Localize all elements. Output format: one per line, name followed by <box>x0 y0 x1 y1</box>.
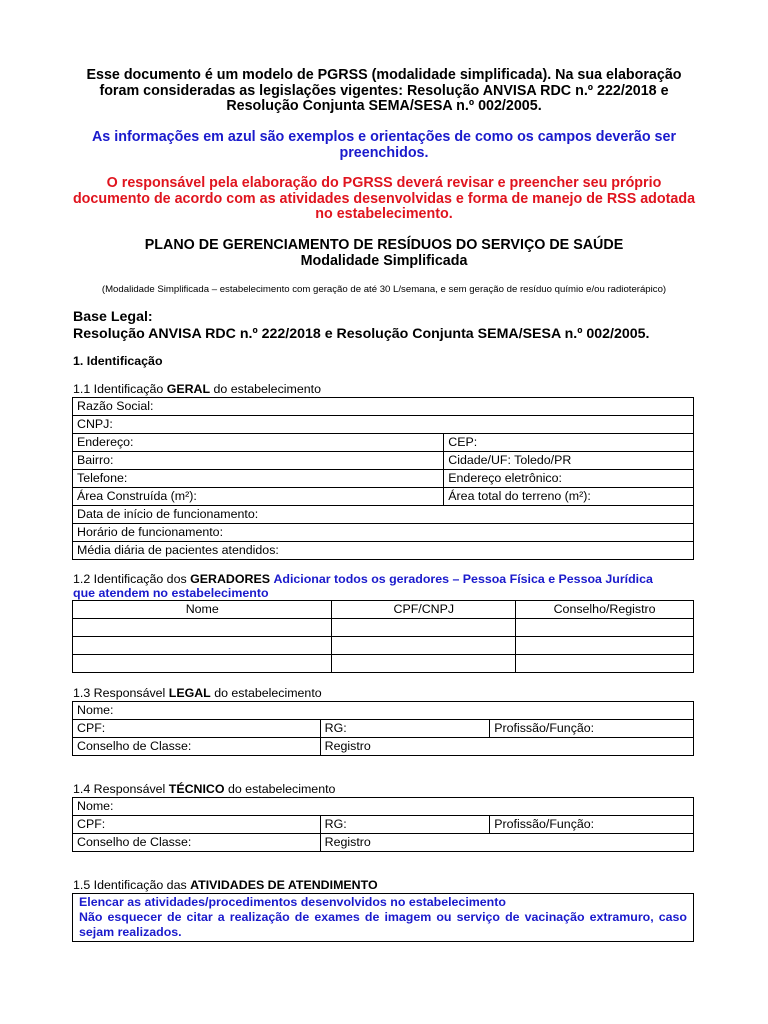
table-row <box>73 542 694 560</box>
generators-table <box>72 600 694 673</box>
table-cell[interactable] <box>73 619 332 637</box>
page-title-line-2: Modalidade Simplificada <box>300 252 468 269</box>
table-header-row <box>73 601 694 619</box>
intro-red-line-3: no estabelecimento. <box>315 206 453 223</box>
table-cell[interactable] <box>332 655 516 673</box>
section-1-2-blue-1: Adicionar todos os geradores – Pessoa Física e Pessoa Jurídica <box>273 572 653 586</box>
table-row <box>73 894 694 942</box>
table-row <box>73 452 694 470</box>
table-row <box>73 524 694 542</box>
legal-responsible-table <box>72 701 694 756</box>
legal-registro-field[interactable]: Registro <box>320 738 693 756</box>
page-title-line-1: PLANO DE GERENCIAMENTO DE RESÍDUOS DO SERVIÇO DE SAÚDE <box>144 237 624 253</box>
legal-cpf-field[interactable]: CPF: <box>73 720 321 738</box>
table-row <box>73 738 694 756</box>
base-legal <box>73 309 649 342</box>
table-row <box>73 798 694 816</box>
section-1-2-blue-2: que atendem no estabelecimento <box>73 586 269 600</box>
section-1-2-bold: GERADORES <box>190 572 270 586</box>
page-title <box>60 238 708 269</box>
intro-paragraph <box>60 68 708 115</box>
cidade-field[interactable]: Cidade/UF: Toledo/PR <box>444 452 694 470</box>
section-1-4-bold: TÉCNICO <box>168 782 225 796</box>
tech-conselho-field[interactable]: Conselho de Classe: <box>73 834 321 852</box>
activities-field[interactable] <box>73 894 694 942</box>
base-legal-label: Base Legal: <box>73 309 153 325</box>
activities-hint-1: Elencar as atividades/procedimentos desenvolvidos no estabelecimento <box>79 895 506 909</box>
section-1-5-bold: ATIVIDADES DE ATENDIMENTO <box>190 878 378 892</box>
tech-registro-field[interactable]: Registro <box>320 834 693 852</box>
data-inicio-field[interactable]: Data de início de funcionamento: <box>73 506 694 524</box>
table-row <box>73 655 694 673</box>
column-header-cpf-cnpj: CPF/CNPJ <box>332 601 516 619</box>
table-cell[interactable] <box>516 637 694 655</box>
intro-line-1: Esse documento é um modelo de PGRSS (modalidade simplificada). Na sua elaboração <box>86 67 682 83</box>
endereco-field[interactable]: Endereço: <box>73 434 444 452</box>
tech-profissao-field[interactable]: Profissão/Função: <box>490 816 694 834</box>
table-row <box>73 470 694 488</box>
table-row <box>73 834 694 852</box>
table-row <box>73 488 694 506</box>
section-1-1-bold: GERAL <box>166 382 211 396</box>
column-header-nome: Nome <box>73 601 332 619</box>
section-1-3-pre: 1.3 Responsável <box>73 686 169 700</box>
intro-red-paragraph <box>60 176 708 223</box>
intro-blue-line-1: As informações em azul são exemplos e orientações de como os campos deverão ser <box>91 129 677 145</box>
section-1-4-heading <box>73 782 335 796</box>
table-row <box>73 816 694 834</box>
section-1-4-post: do estabelecimento <box>224 782 336 796</box>
table-row <box>73 506 694 524</box>
tech-rg-field[interactable]: RG: <box>320 816 490 834</box>
intro-blue-line-2: preenchidos. <box>339 144 429 161</box>
table-cell[interactable] <box>516 619 694 637</box>
section-1-2-pre: 1.2 Identificação dos <box>73 572 191 586</box>
bairro-field[interactable]: Bairro: <box>73 452 444 470</box>
table-cell[interactable] <box>332 637 516 655</box>
table-row <box>73 398 694 416</box>
table-row <box>73 434 694 452</box>
section-1-3-heading <box>73 686 322 700</box>
media-pacientes-field[interactable]: Média diária de pacientes atendidos: <box>73 542 694 560</box>
intro-line-2: foram consideradas as legislações vigentes: Resolução ANVISA RDC n.º 222/2018 e <box>99 82 669 99</box>
section-1-1-heading <box>73 382 321 396</box>
tech-nome-field[interactable]: Nome: <box>73 798 694 816</box>
base-legal-text: Resolução ANVISA RDC n.º 222/2018 e Resolução Conjunta SEMA/SESA n.º 002/2005. <box>73 325 650 342</box>
table-cell[interactable] <box>73 637 332 655</box>
table-row <box>73 702 694 720</box>
intro-blue-paragraph <box>60 130 708 161</box>
legal-profissao-field[interactable]: Profissão/Função: <box>490 720 694 738</box>
activities-hint-2: Não esquecer de citar a realização de exames de imagem ou serviço de vacinação extramuro, caso sejam realizados. <box>79 910 687 939</box>
section-1-5-pre: 1.5 Identificação das <box>73 878 191 892</box>
general-identification-table <box>72 397 694 560</box>
intro-red-line-1: O responsável pela elaboração do PGRSS deverá revisar e preencher seu próprio <box>106 175 662 191</box>
section-1-1-pre: 1.1 Identificação <box>73 382 167 396</box>
tech-cpf-field[interactable]: CPF: <box>73 816 321 834</box>
section-1-1-post: do estabelecimento <box>210 382 321 396</box>
razao-social-field[interactable]: Razão Social: <box>73 398 694 416</box>
area-construida-field[interactable]: Área Construída (m²): <box>73 488 444 506</box>
intro-line-3: Resolução Conjunta SEMA/SESA n.º 002/2005. <box>226 98 542 115</box>
column-header-conselho-registro: Conselho/Registro <box>516 601 694 619</box>
telefone-field[interactable]: Telefone: <box>73 470 444 488</box>
cep-field[interactable]: CEP: <box>444 434 694 452</box>
cnpj-field[interactable]: CNPJ: <box>73 416 694 434</box>
activities-box <box>72 893 694 942</box>
modality-note: (Modalidade Simplificada – estabelecimento com geração de até 30 L/semana, e sem geração de resíduo químio e/ou radioterápico) <box>101 284 667 295</box>
technical-responsible-table <box>72 797 694 852</box>
section-1-3-bold: LEGAL <box>168 686 211 700</box>
section-1-2-heading <box>73 572 695 586</box>
section-1-3-post: do estabelecimento <box>210 686 322 700</box>
section-1-heading: 1. Identificação <box>73 354 163 368</box>
legal-conselho-field[interactable]: Conselho de Classe: <box>73 738 321 756</box>
table-cell[interactable] <box>516 655 694 673</box>
area-total-field[interactable]: Área total do terreno (m²): <box>444 488 694 506</box>
table-row <box>73 637 694 655</box>
table-cell[interactable] <box>332 619 516 637</box>
table-row <box>73 416 694 434</box>
legal-nome-field[interactable]: Nome: <box>73 702 694 720</box>
section-1-5-heading <box>73 878 378 892</box>
table-row <box>73 720 694 738</box>
table-row <box>73 619 694 637</box>
legal-rg-field[interactable]: RG: <box>320 720 490 738</box>
section-1-4-pre: 1.4 Responsável <box>73 782 169 796</box>
intro-red-line-2: documento de acordo com as atividades desenvolvidas e forma de manejo de RSS adotada <box>72 190 696 207</box>
horario-field[interactable]: Horário de funcionamento: <box>73 524 694 542</box>
table-cell[interactable] <box>73 655 332 673</box>
email-field[interactable]: Endereço eletrônico: <box>444 470 694 488</box>
